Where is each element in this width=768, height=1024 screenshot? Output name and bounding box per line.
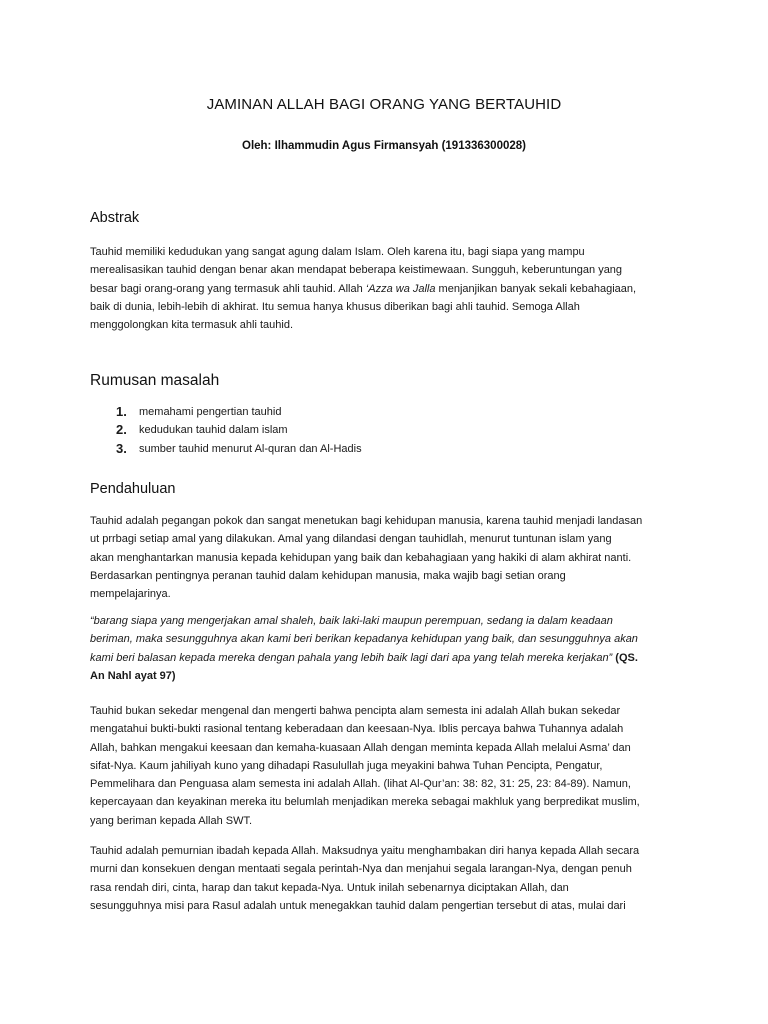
heading-rumusan-masalah: Rumusan masalah — [90, 372, 220, 389]
text-line: yang beriman kepada Allah SWT. — [90, 814, 253, 827]
heading-abstrak: Abstrak — [90, 210, 140, 226]
quote-line — [90, 649, 690, 667]
text-line: merealisasikan tauhid dengan benar akan mendapat beberapa keistimewaan. Sungguh, keberuntungan yang — [90, 264, 623, 277]
text-line: mengatahui bukti-bukti rasional tentang keberadaan dan keesaan-Nya. Iblis percaya bahwa Tuhannya adalah — [90, 723, 624, 736]
text-line: mempelajarinya. — [90, 588, 171, 601]
text-line: Tauhid memiliki kedudukan yang sangat agung dalam Islam. Oleh karena itu, bagi siapa yang mampu — [90, 246, 585, 258]
heading-pendahuluan: Pendahuluan — [90, 481, 176, 497]
quran-quote — [90, 612, 690, 685]
author-line: Oleh: Ilhammudin Agus Firmansyah (191336300028) — [242, 140, 526, 152]
list-text: kedudukan tauhid dalam islam — [139, 424, 288, 437]
text-line: sifat-Nya. Kaum jahiliyah kuno yang dihadapi Rasulullah juga meyakini bahwa Tuhan Pencipta, Pengatur, — [90, 759, 603, 772]
text-line: Pemmelihara dan Penguasa alam semesta ini adalah Allah. (lihat Al-Qur’an: 38: 82, 31: 25, 23: 84-89). Namun, — [90, 778, 631, 791]
text-line: ut prrbagi setiap amal yang dilakukan. Amal yang dilandasi dengan tauhidlah, menurut tuntunan islam yang — [90, 533, 612, 546]
text-line: menggolongkan kita termasuk ahli tauhid. — [90, 319, 294, 332]
text-line: Tauhid bukan sekedar mengenal dan mengerti bahwa pencipta alam semesta ini adalah Allah bukan sekedar — [90, 705, 621, 717]
text-segment: menjanjikan banyak sekali kebahagiaan, — [435, 282, 637, 295]
document-title: JAMINAN ALLAH BAGI ORANG YANG BERTAUHID — [206, 96, 562, 113]
abstrak-paragraph — [90, 243, 690, 334]
text-segment: besar bagi orang-orang yang termasuk ahli tauhid. Allah — [90, 282, 366, 295]
text-line: Tauhid adalah pegangan pokok dan sangat menetukan bagi kehidupan manusia, karena tauhid menjadi landasan — [90, 515, 643, 527]
text-line: Berdasarkan pentingnya peranan tauhid dalam kehidupan manusia, maka wajib bagi setian orang — [90, 569, 566, 582]
list-text: memahami pengertian tauhid — [139, 406, 282, 418]
text-line: Tauhid adalah pemurnian ibadah kepada Allah. Maksudnya yaitu menghambakan diri hanya kepada Allah secara — [90, 845, 640, 857]
text-line: baik di dunia, lebih-lebih di akhirat. Itu semua hanya khusus diberikan bagi ahli tauhid. Semoga Allah — [90, 300, 580, 313]
quote-reference: (QS. — [615, 651, 638, 664]
list-number: 1. — [116, 404, 127, 419]
pendahuluan-paragraph-3 — [90, 842, 690, 915]
text-line — [90, 280, 690, 298]
text-line: sesungguhnya misi para Rasul adalah untuk menegakkan tauhid dalam pengertian tersebut di atas, mulai dari — [90, 899, 626, 912]
pendahuluan-paragraph-2 — [90, 702, 690, 830]
text-line: akan menghantarkan manusia kepada kehidupan yang baik dan kebahagiaan yang hakiki di alam akhirat nanti. — [90, 551, 632, 564]
quote-segment: kami beri balasan kepada mereka dengan pahala yang lebih baik lagi dari apa yang telah mereka kerjakan” — [90, 651, 616, 664]
quote-reference: An Nahl ayat 97) — [90, 669, 176, 682]
quote-line: “barang siapa yang mengerjakan amal shaleh, baik laki-laki maupun perempuan, sedang ia dalam keadaan — [90, 615, 613, 627]
list-number: 2. — [116, 422, 127, 438]
pendahuluan-paragraph-1 — [90, 512, 690, 603]
text-line: murni dan konsekuen dengan mentaati segala perintah-Nya dan menjahui segala larangan-Nya, dengan penuh — [90, 863, 632, 876]
list-text: sumber tauhid menurut Al-quran dan Al-Hadis — [139, 442, 362, 455]
text-line: rasa rendah diri, cinta, harap dan takut kepada-Nya. Untuk inilah sebenarnya diciptakan Allah, dan — [90, 881, 569, 894]
quote-line: beriman, maka sesungguhnya akan kami beri berikan kepadanya kehidupan yang baik, dan sesungguhnya akan — [90, 633, 638, 646]
text-line: Allah, bahkan mengakui keesaan dan kemaha-kuasaan Allah dengan meminta kepada Allah melalui Asma’ dan — [90, 741, 631, 754]
text-line: kepercayaan dan keyakinan mereka itu belumlah menjadikan mereka sebagai makhluk yang berpredikat muslim, — [90, 796, 640, 809]
italic-phrase: ‘Azza wa Jalla — [365, 282, 436, 295]
list-number: 3. — [116, 440, 127, 456]
